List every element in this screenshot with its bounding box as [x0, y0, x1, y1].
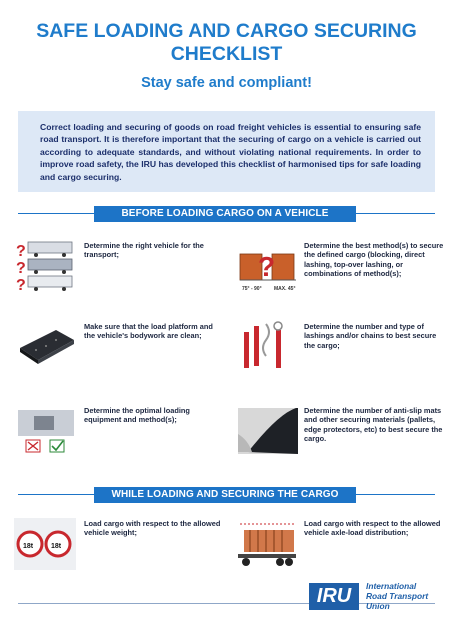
securing-method-icon [238, 240, 298, 292]
svg-text:18t: 18t [51, 543, 62, 550]
axle-load-icon [236, 518, 298, 570]
svg-text:?: ? [16, 260, 26, 277]
org-name-line: International [366, 581, 417, 591]
load-platform-icon [16, 320, 76, 372]
section-heading-before-loading: BEFORE LOADING CARGO ON A VEHICLE [94, 206, 356, 222]
iru-logo: IRU [309, 583, 359, 610]
title-line-2: CHECKLIST [170, 43, 283, 65]
vehicle-choice-icon [16, 240, 76, 292]
step-text: Determine the optimal loading equipment and method(s); [84, 406, 190, 425]
org-name-line: Union [366, 601, 390, 611]
title-line-1: SAFE LOADING AND CARGO SECURING [36, 20, 417, 42]
step-text: Determine the number and type of lashings and/or chains to best secure the cargo; [304, 322, 437, 350]
svg-text:?: ? [16, 243, 26, 260]
intro-text: Correct loading and securing of goods on road freight vehicles is essential to ensuring safe road transport. It is therefore important that the securing of cargo on a vehicle is carried out according to adequate standards, and without violating national requirements. In order to improve road safety, the IRU has developed this checklist of harmonised tips for safe loading and cargo securing. [40, 122, 421, 182]
svg-text:MAX. 45°: MAX. 45° [274, 286, 296, 292]
org-name [366, 581, 446, 611]
svg-text:?: ? [16, 277, 26, 292]
anti-slip-mat-icon [238, 404, 298, 456]
step-text: Determine the right vehicle for the transport; [84, 241, 204, 260]
intro-box [18, 111, 435, 192]
page-subtitle: Stay safe and compliant! [141, 75, 312, 91]
section-heading-while-loading: WHILE LOADING AND SECURING THE CARGO [94, 487, 356, 503]
weight-limit-icon [14, 518, 76, 570]
step-text: Make sure that the load platform and the vehicle's bodywork are clean; [84, 322, 213, 341]
svg-text:75° - 90°: 75° - 90° [242, 286, 262, 292]
org-name-line: Road Transport [366, 591, 429, 601]
page-title [0, 20, 453, 66]
loading-equipment-icon [16, 404, 76, 456]
step-text: Determine the number of anti-slip mats and other securing materials (pallets, edge protectors, etc) to best secure the cargo. [304, 406, 443, 444]
step-text: Load cargo with respect to the allowed vehicle axle-load distribution; [304, 519, 441, 538]
step-text: Determine the best method(s) to secure the defined cargo (blocking, direct lashing, top-over lashing, or combinations of method(s); [304, 241, 444, 279]
lashing-straps-icon [238, 320, 298, 372]
svg-text:18t: 18t [23, 543, 34, 550]
svg-text:?: ? [258, 251, 276, 282]
step-text: Load cargo with respect to the allowed vehicle weight; [84, 519, 221, 538]
